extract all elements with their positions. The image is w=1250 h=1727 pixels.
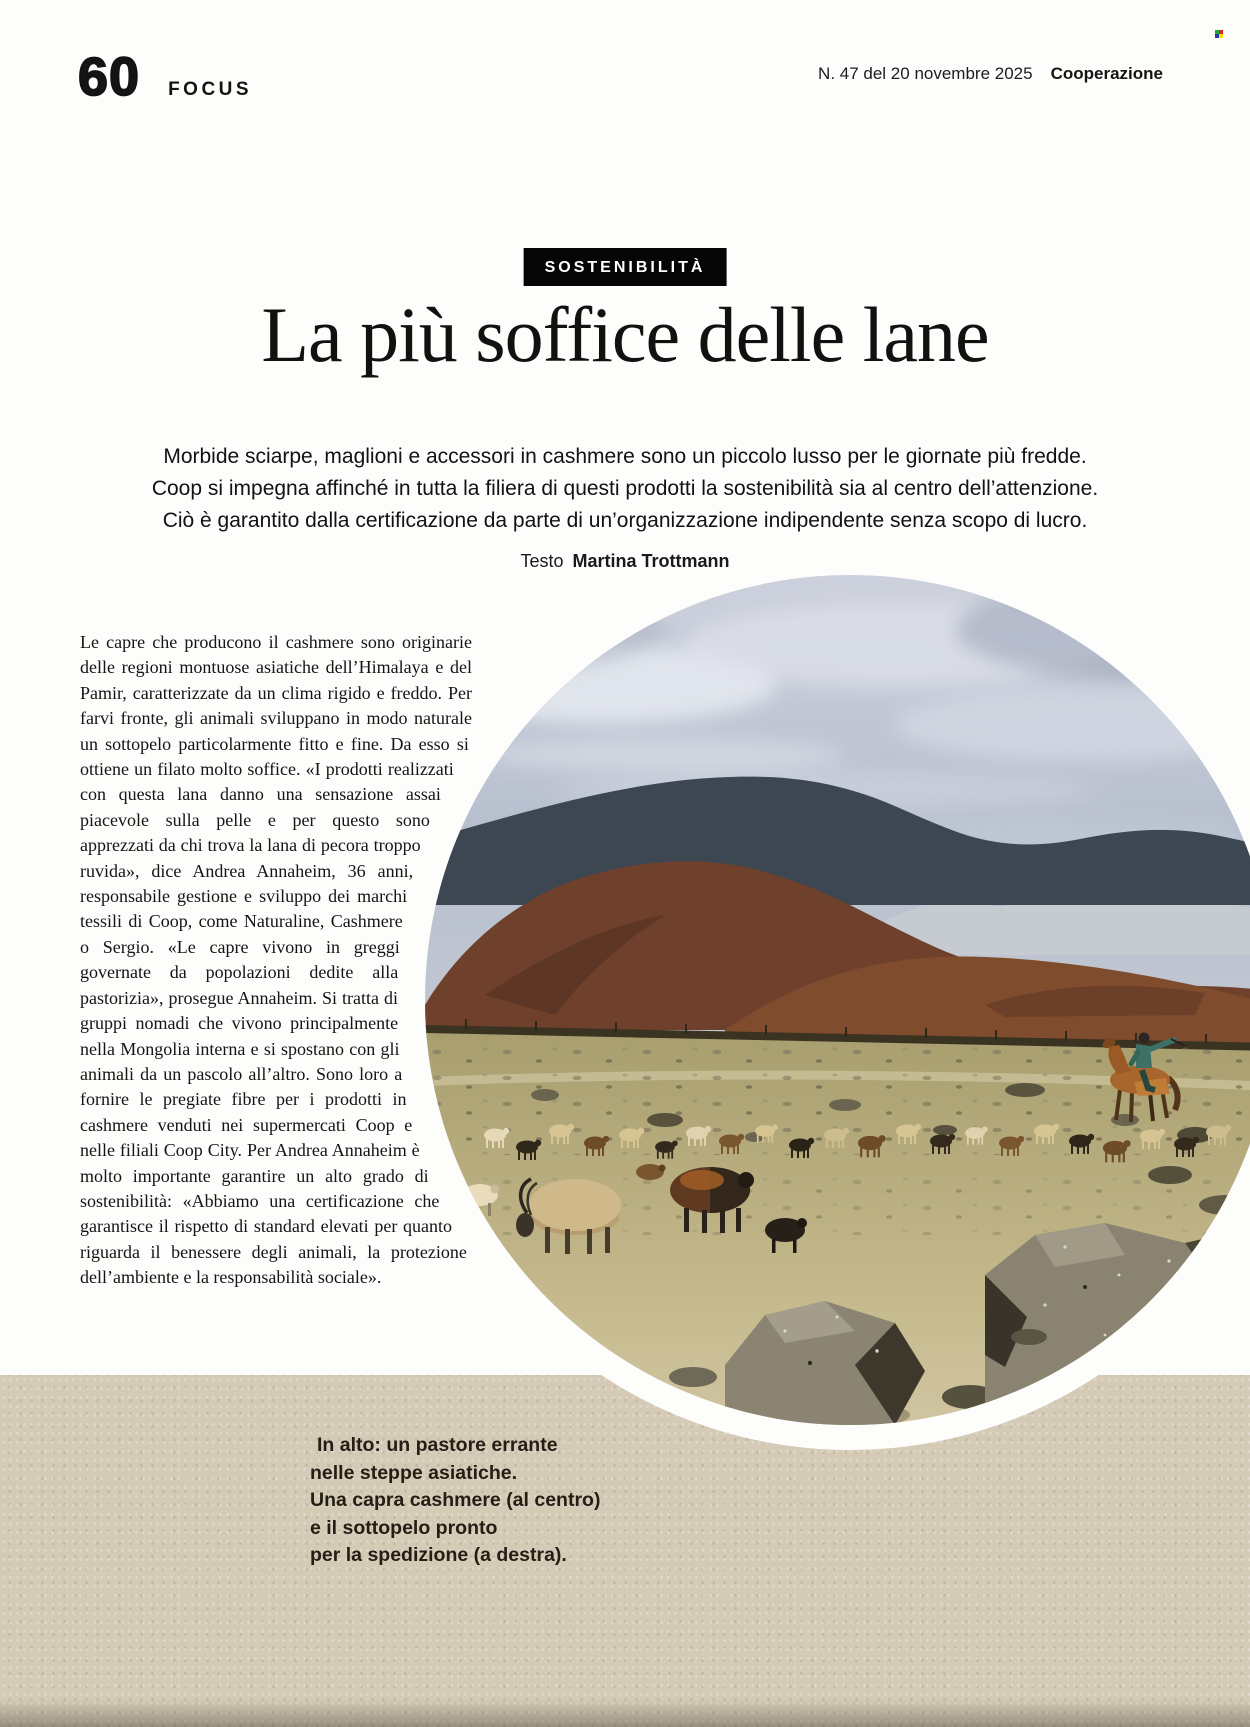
page-bottom-shadow xyxy=(0,1699,1250,1727)
article-body-text: Le capre che producono il cashmere sono originarie delle regioni montuose asiatiche dell’Himalaya e del Pamir, caratterizzate da un clima rigido e freddo. Per farvi fronte, gli animali sviluppano in modo naturale un sottopelo particolarmente fitto e fine. Da esso si ottiene un filato molto soffice. «I prodotti realizzati con questa lana danno una sensazione assai piacevole sulla pelle e per questo sono apprezzati da chi trova la lana di pecora troppo ruvida», dice Andrea Annaheim, 36 anni, responsabile gestione e sviluppo dei marchi tessili di Coop, come Naturaline, Cashmere o Sergio. «Le capre vivono in greggi governate da popolazioni dedite alla pastorizia», prosegue Annaheim. Si tratta di gruppi nomadi che vivono principalmente nella Mongolia interna e si spostano con gli animali da un pascolo all’altro. Sono loro a fornire le pregiate fibre per i prodotti in cashmere venduti nei supermercati Coop e nelle filiali Coop City. Per Andrea Annaheim è molto importante garantire un alto grado di sostenibilità: «Abbiamo una certificazione che garantisce il rispetto di standard elevati per quanto riguarda il benessere degli animali, la protezione dell’ambiente e la responsabilità sociale». xyxy=(80,632,472,1288)
caption-line: e il sottopelo pronto xyxy=(310,1516,498,1539)
steppe-photo-illustration xyxy=(425,575,1250,1425)
standfirst-line: Morbide sciarpe, maglioni e accessori in cashmere sono un piccolo lusso per le giornate più fredde. xyxy=(163,445,1087,468)
kicker-label: SOSTENIBILITÀ xyxy=(524,248,727,286)
byline-author: Martina Trottmann xyxy=(572,551,730,571)
caption-band xyxy=(0,1375,1250,1727)
caption-line: nelle steppe asiatiche. xyxy=(310,1461,518,1484)
regmark-yellow xyxy=(1219,34,1223,38)
caption-line: per la spedizione (a destra). xyxy=(310,1544,567,1567)
byline xyxy=(0,551,1250,572)
standfirst xyxy=(0,441,1250,537)
photo-caption xyxy=(310,1432,600,1570)
color-registration-mark-icon xyxy=(1215,30,1223,38)
header-right xyxy=(818,64,1163,84)
header-left xyxy=(78,47,253,107)
caption-line: Una capra cashmere (al centro) xyxy=(310,1489,601,1512)
steppe-photo xyxy=(425,575,1250,1425)
standfirst-line: Coop si impegna affinché in tutta la filiera di questi prodotti la sostenibilità sia al centro dell’attenzione. xyxy=(151,477,1099,500)
caption-line: In alto: un pastore errante xyxy=(317,1434,558,1456)
article-body xyxy=(80,630,472,1350)
page-number: 60 xyxy=(78,47,141,107)
article-title: La più soffice delle lane xyxy=(261,291,989,378)
magazine-name: Cooperazione xyxy=(1050,64,1163,83)
section-label: FOCUS xyxy=(168,79,253,100)
standfirst-line: Ciò è garantito dalla certificazione da parte di un’organizzazione indipendente senza scopo di lucro. xyxy=(162,509,1088,532)
issue-date: N. 47 del 20 novembre 2025 xyxy=(818,64,1033,83)
byline-label: Testo xyxy=(520,551,564,571)
